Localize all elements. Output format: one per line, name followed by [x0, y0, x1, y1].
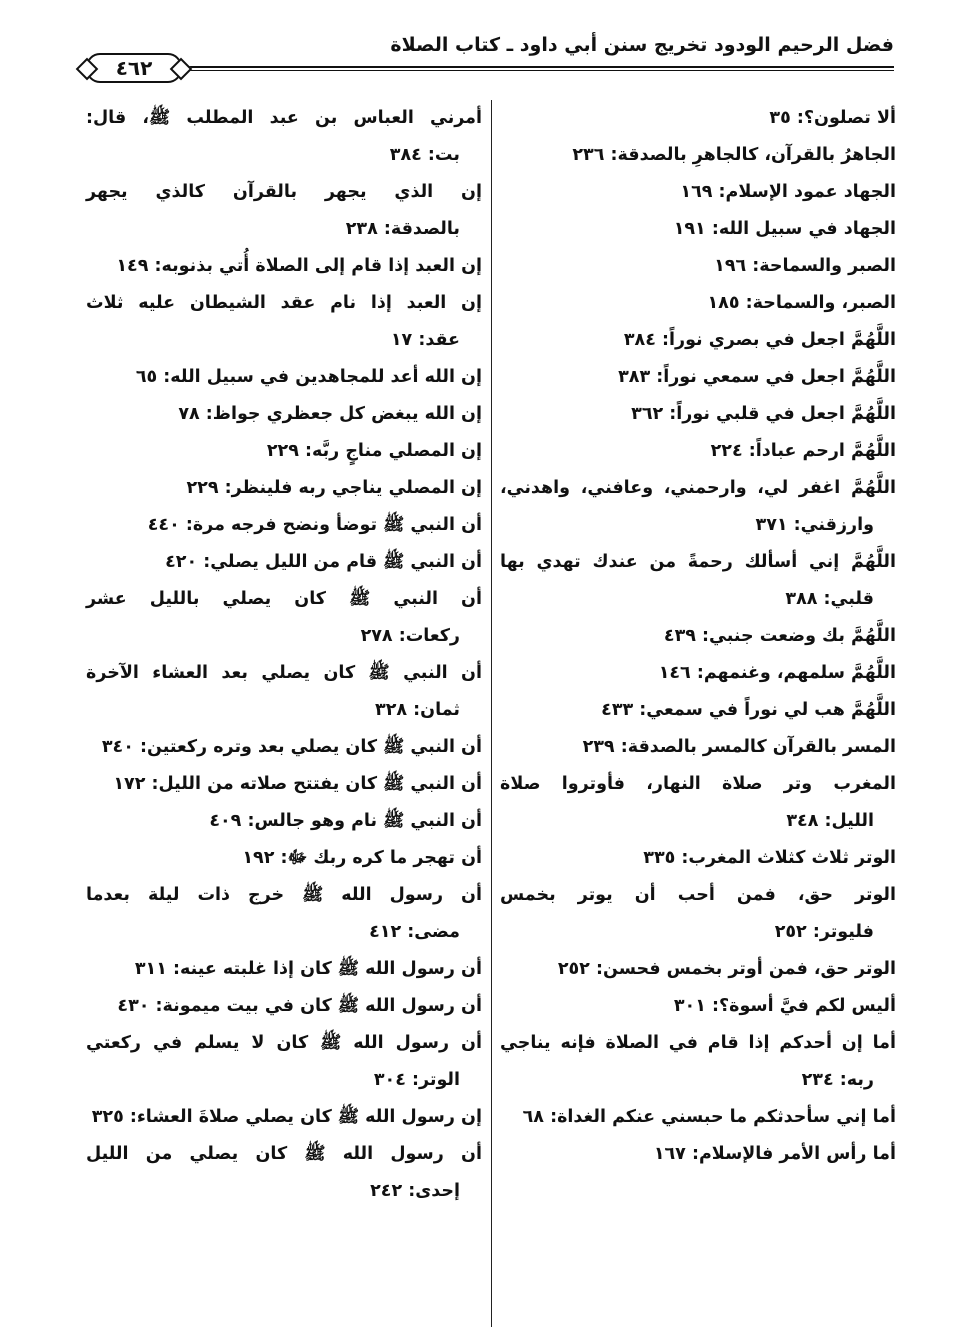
index-entry [86, 840, 482, 877]
entry-text: إن المصلي يناجي ربه فلينظر: ٢٢٩ [186, 478, 482, 498]
index-entry [500, 655, 896, 692]
entry-text: أما إني سأحدثكم ما حبسني عنكم الغداة: ٦٨ [522, 1107, 896, 1127]
entry-text: المغرب وتر صلاة النهار، فأوتروا صلاة [500, 774, 896, 794]
index-entry [86, 729, 482, 766]
index-entry [86, 396, 482, 433]
entry-text: الصبر، والسماحة: ١٨٥ [707, 293, 896, 313]
page-header [86, 22, 894, 82]
index-entry [500, 1025, 896, 1099]
index-entry [500, 322, 896, 359]
entry-text: أمرني العباس بن عبد المطلب ﷺ، قال: [86, 108, 482, 128]
entry-text: إن رسول الله ﷺ كان يصلي صلاةَ العشاء: ٣٢٥ [91, 1107, 482, 1127]
index-entry [500, 285, 896, 322]
entry-text: اللَّهُمَّ هب لي نوراً في سمعي: ٤٣٣ [601, 700, 896, 720]
index-entry [500, 840, 896, 877]
header-rule [86, 66, 894, 71]
index-entry [86, 803, 482, 840]
index-entry [86, 1025, 482, 1099]
entry-text: إن الله يبغض كل جعظري جواظ: ٧٨ [178, 404, 482, 424]
entry-text: ألا تصلون؟: ٣٥ [769, 108, 896, 128]
entry-text: أن النبي ﷺ كان يصلي بالليل عشر [86, 589, 482, 609]
entry-text: أن تهجر ما كره ربك ﷻ: ١٩٢ [242, 848, 482, 868]
index-entry [500, 1099, 896, 1136]
index-entry [500, 359, 896, 396]
index-entry [500, 174, 896, 211]
entry-text: الجاهرُ بالقرآن، كالجاهرِ بالصدقة: ٢٣٦ [572, 145, 896, 165]
entry-text: الوتر ثلاث كثلاث المغرب: ٣٣٥ [643, 848, 896, 868]
entry-continuation: ركعات: ٢٧٨ [360, 626, 460, 646]
entry-continuation: مضى: ٤١٢ [369, 922, 460, 942]
index-entry [500, 766, 896, 840]
index-entry [500, 211, 896, 248]
entry-text: أن النبي ﷺ توضأ ونضح فرجه مرة: ٤٤٠ [147, 515, 482, 535]
entry-text: الصبر والسماحة: ١٩٦ [714, 256, 896, 276]
entry-continuation: ربه: ٢٣٤ [801, 1070, 874, 1090]
entry-text: أما رأس الأمر فالإسلام: ١٦٧ [653, 1144, 896, 1164]
index-entry [86, 285, 482, 359]
entry-continuation: عقد: ١٧ [390, 330, 460, 350]
index-entry [86, 877, 482, 951]
index-entry [86, 1136, 482, 1210]
entry-text: أن النبي ﷺ كان يصلي بعد وتره ركعتين: ٣٤٠ [101, 737, 482, 757]
entry-text: إن العبد إذا نام عقد الشيطان عليه ثلاث [86, 293, 482, 313]
index-entry [500, 137, 896, 174]
entry-text: اللَّهُمَّ ارحم عباداً: ٢٢٤ [710, 441, 896, 461]
index-entry [86, 248, 482, 285]
entry-text: أن رسول الله ﷺ كان لا يسلم في ركعتي [86, 1033, 482, 1053]
page-number: ٤٦٢ [86, 53, 182, 83]
index-entry [86, 433, 482, 470]
left-column [86, 100, 482, 1327]
entry-text: أما إن أحدكم إذا قام في الصلاة فإنه يناجي [500, 1033, 896, 1053]
entry-text: إن الذي يجهر بالقرآن كالذي يجهر [86, 182, 482, 202]
entry-continuation: الليل: ٣٤٨ [786, 811, 874, 831]
index-entry [86, 100, 482, 174]
index-entry [500, 100, 896, 137]
entry-text: اللَّهُمَّ اجعل في سمعي نوراً: ٣٨٣ [618, 367, 896, 387]
entry-text: اللَّهُمَّ اجعل في قلبي نوراً: ٣٦٢ [631, 404, 896, 424]
entry-text: أن رسول الله ﷺ كان إذا غلبته عينه: ٣١١ [134, 959, 482, 979]
index-entry [86, 951, 482, 988]
entry-text: اللَّهُمَّ اغفر لي، وارحمني، وعافني، واهدني، [500, 478, 896, 498]
index-entry [86, 988, 482, 1025]
index-entry [86, 544, 482, 581]
index-entry [86, 766, 482, 803]
entry-continuation: بت: ٣٨٤ [389, 145, 460, 165]
entry-text: الوتر حق، فمن أوتر بخمس فحسن: ٢٥٢ [557, 959, 896, 979]
entry-text: الجهاد في سبيل الله: ١٩١ [673, 219, 896, 239]
index-entry [86, 1099, 482, 1136]
entry-continuation: وارزقني: ٣٧١ [755, 515, 874, 535]
index-columns [86, 100, 896, 1327]
entry-text: إن المصلي مناجٍ ربَّه: ٢٢٩ [266, 441, 482, 461]
entry-text: الجهاد عمود الإسلام: ١٦٩ [680, 182, 896, 202]
running-title: فضل الرحيم الودود تخريج سنن أبي داود ـ كتاب الصلاة [390, 34, 894, 56]
entry-text: اللَّهُمَّ بك وضعت جنبي: ٤٣٩ [663, 626, 896, 646]
index-entry [500, 544, 896, 618]
index-entry [500, 396, 896, 433]
index-entry [86, 174, 482, 248]
entry-text: إن الله أعد للمجاهدين في سبيل الله: ٦٥ [135, 367, 482, 387]
index-entry [500, 951, 896, 988]
index-entry [500, 729, 896, 766]
entry-text: الوتر حق، فمن أحب أن يوتر بخمس [500, 885, 896, 905]
entry-text: أن النبي ﷺ قام من الليل يصلي: ٤٢٠ [165, 552, 482, 572]
index-entry [500, 248, 896, 285]
column-divider [491, 100, 492, 1327]
entry-text: أن رسول الله ﷺ كان في بيت ميمونة: ٤٣٠ [117, 996, 482, 1016]
index-entry [500, 618, 896, 655]
entry-text: أن النبي ﷺ كان يصلي بعد العشاء الآخرة [86, 663, 482, 683]
entry-text: اللَّهُمَّ اجعل في بصري نوراً: ٣٨٤ [623, 330, 896, 350]
index-entry [86, 655, 482, 729]
entry-text: أن النبي ﷺ كان يفتتح صلاته من الليل: ١٧٢ [113, 774, 482, 794]
entry-continuation: فليوتر: ٢٥٢ [774, 922, 874, 942]
entry-text: أن رسول الله ﷺ كان يصلي من الليل [86, 1144, 482, 1164]
index-entry [500, 1136, 896, 1173]
index-entry [500, 470, 896, 544]
index-entry [86, 470, 482, 507]
index-entry [86, 581, 482, 655]
index-entry [500, 692, 896, 729]
entry-continuation: ثمان: ٣٢٨ [375, 700, 460, 720]
entry-text: أن رسول الله ﷺ خرج ذات ليلة بعدما [86, 885, 482, 905]
entry-continuation: قلبي: ٣٨٨ [785, 589, 874, 609]
entry-text: المسر بالقرآن كالمسر بالصدقة: ٢٣٩ [582, 737, 896, 757]
entry-text: إن العبد إذا قام إلى الصلاة أُتي بذنوبه: ١٤٩ [116, 256, 482, 276]
entry-text: اللَّهُمَّ إني أسألك رحمةً من عندك تهدي بها [500, 552, 896, 572]
index-entry [500, 877, 896, 951]
index-entry [500, 433, 896, 470]
entry-continuation: الوتر: ٣٠٤ [373, 1070, 460, 1090]
entry-text: أليس لكم فيَّ أسوة؟: ٣٠١ [673, 996, 896, 1016]
index-entry [86, 359, 482, 396]
entry-continuation: إحدى: ٢٤٢ [370, 1181, 460, 1201]
right-column [500, 100, 896, 1327]
index-entry [500, 988, 896, 1025]
entry-text: اللَّهُمَّ سلمهم، وغنمهم: ١٤٦ [658, 663, 896, 683]
entry-text: أن النبي ﷺ نام وهو جالس: ٤٠٩ [209, 811, 482, 831]
entry-continuation: بالصدقة: ٢٣٨ [345, 219, 460, 239]
index-entry [86, 507, 482, 544]
